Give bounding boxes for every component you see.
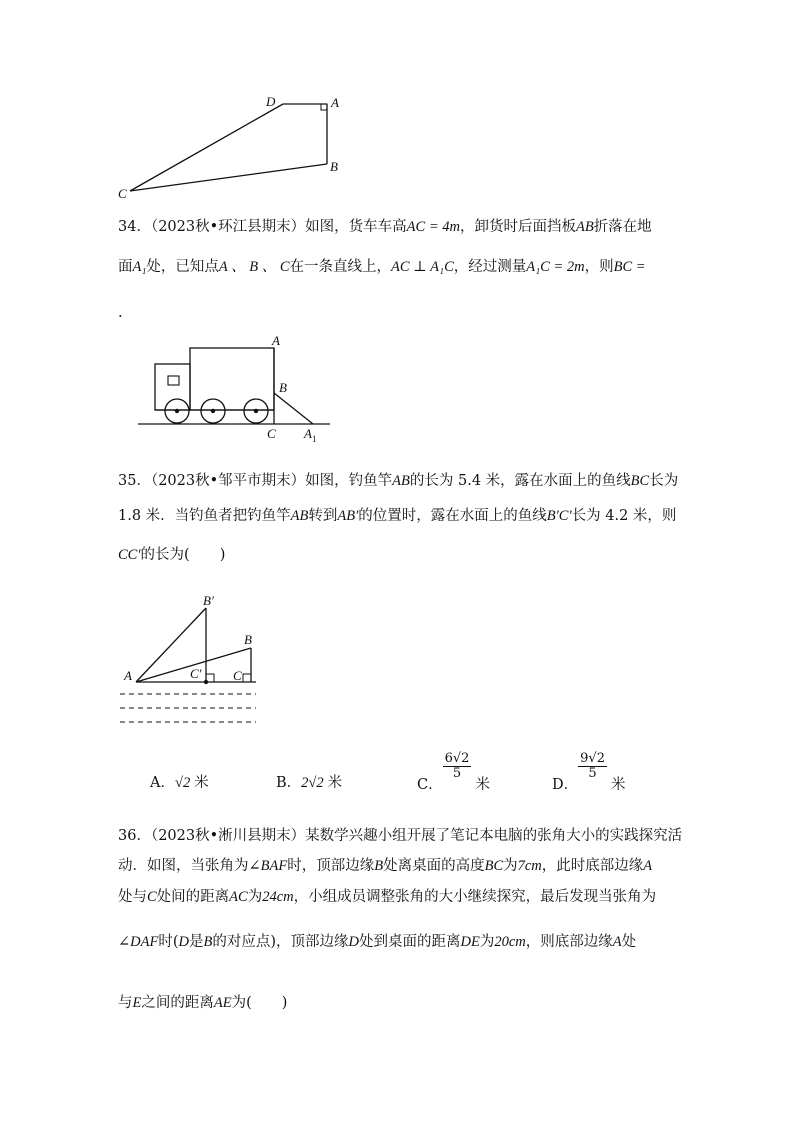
option-a[interactable] [150,771,209,792]
q36-text: 为 [503,858,518,874]
q36-math-ac: AC [229,889,248,905]
q34-text: 在一条直线上， [289,259,392,275]
q36-math-d: D [348,934,360,950]
label-a1: $A_1$ [304,426,317,444]
label-b: B [330,159,338,174]
q35-text: 的长为 [140,547,185,563]
q36-text: 为 [247,889,263,905]
option-b[interactable] [276,771,342,792]
q34-math-ab: AB [575,219,594,235]
q35-number: 35． [118,473,151,489]
q36-text: 之间的距离 [141,995,214,1011]
q36-math-d: D [178,934,189,950]
option-b-value: 2√2 [301,775,324,791]
q34-text: ，则 [584,259,614,275]
q34-text: 折落在地 [593,219,652,235]
q35-source: （2023秋•邹平市期末） [150,473,306,489]
option-a-value: √2 [174,775,191,791]
q34-text: 面 [118,259,133,275]
q36-text: 处离桌面的高度 [383,858,485,874]
option-c-label: C． [417,776,443,793]
label-a: A [272,333,280,348]
q36-source: （2023秋•淅川县期末） [150,828,306,844]
option-d-fraction [578,752,607,782]
answer-paren-close: ) [281,995,288,1011]
q34-text: 处，已知点 [146,259,219,275]
q35-math-bprimecprime: B′C′ [546,508,572,524]
q36-math-24cm: 24cm [262,889,294,905]
q34-math-a1c: A₁C = 2m [526,259,585,275]
q36-line1 [118,824,682,845]
q35-math-bc: BC [630,473,650,489]
q36-text: 时，顶部边缘 [287,858,375,874]
q36-text: 时 [158,934,173,950]
q36-math-b: B [203,934,213,950]
q36-text: 某数学兴趣小组开展了笔记本电脑的张角大小的实践探究活 [305,828,683,844]
label-c: C [118,186,127,201]
q35-text: 的长为 5.4 米，露在水面上的鱼线 [409,473,631,489]
answer-paren-open: ( [246,995,252,1011]
q36-math-7cm: 7cm [517,858,542,874]
q36-math-a: A [612,934,622,950]
q36-line5 [118,991,287,1012]
option-c-fraction [443,752,472,782]
q35-text: 1.8 米．当钓鱼者把钓鱼竿 [118,508,291,524]
point-cprime [204,680,208,684]
label-cprime: C′ [190,666,202,681]
q34-number: 34． [118,219,151,235]
q36-text: 与 [118,995,133,1011]
q36-math-e: E [132,995,142,1011]
option-d-denominator: 5 [588,766,597,782]
q34-text: ，卸货时后面挡板 [459,219,576,235]
label-bprime: B′ [203,593,214,608]
q35-math-ab: AB [290,508,309,524]
q34-math-a1: A₁ [132,259,147,275]
q35-text: 长为 4.2 米，则 [571,508,677,524]
label-d: D [266,94,276,109]
option-b-label: B． [276,775,302,791]
option-c[interactable] [417,751,490,793]
label-c: C [233,668,242,683]
q34-math-ac: AC = 4m [406,219,460,235]
q36-text: ，此时底部边缘 [541,858,644,874]
q36-line2 [118,854,652,875]
q36-math-daf: ∠DAF [118,934,159,950]
q36-line3 [118,885,656,906]
answer-paren-open: ( [184,547,190,563]
q36-text: 处到桌面的距离 [359,934,461,950]
q36-text: 动．如图，当张角为 [118,858,249,874]
q34-text: ，经过测量 [453,259,527,275]
label-b: B [244,632,252,647]
q34-math-perp: AC ⊥ A₁C [391,259,454,275]
q36-text: ，小组成员调整张角的大小继续探究，最后发现当张角为 [293,889,657,905]
q35-text: 如图，钓鱼竿 [305,473,393,489]
label-c: C [267,426,276,441]
label-a: A [124,668,132,683]
q36-math-baf: ∠BAF [248,858,288,874]
q36-text: 为 [479,934,495,950]
q34-math-bc: BC = [613,259,646,275]
option-d-unit: 米 [610,776,626,793]
q36-text: ( [172,934,179,950]
option-d-numerator: 9√2 [580,751,605,766]
q36-math-b: B [374,858,384,874]
q35-text: 的位置时，露在水面上的鱼线 [358,508,547,524]
q35-text: 转到 [308,508,338,524]
q34-text: 如图，货车车高 [305,219,407,235]
q36-math-20cm: 20cm [494,934,526,950]
right-angle-mark-c [243,674,251,682]
q36-number: 36． [118,828,151,844]
q36-text: ，则底部边缘 [525,934,613,950]
q36-text: 处间的距离 [156,889,230,905]
q36-text: 处 [621,934,637,950]
label-a: A [331,95,339,110]
option-a-unit: 米 [194,775,209,791]
q36-text: ，顶部边缘 [276,934,349,950]
q36-text: 的对应点) [212,934,277,950]
q36-text: 处与 [118,889,147,905]
q34-source: （2023秋•环江县期末） [150,219,306,235]
q34-line3: . [118,305,123,321]
option-b-unit: 米 [327,775,343,791]
option-d-label: D． [552,776,579,793]
q36-math-de: DE [460,934,480,950]
q36-text: 是 [189,934,204,950]
q36-math-bc: BC [484,858,504,874]
q35-math-ab: AB [392,473,410,489]
option-c-unit: 米 [475,776,490,793]
option-c-numerator: 6√2 [444,751,470,766]
q36-text: 为 [231,995,247,1011]
option-d[interactable] [552,751,626,793]
q36-math-ae: AE [213,995,232,1011]
q35-math-abprime: AB′ [337,508,359,524]
q35-text: 长为 [649,473,679,489]
q36-math-c: C [147,889,157,905]
q36-math-a: A [643,858,653,874]
q35-math-ccprime: CC′ [118,547,141,563]
q34-math-points: A 、 B 、 C [218,259,290,275]
option-a-label: A． [150,775,175,791]
label-b: B [279,380,287,395]
option-c-denominator: 5 [452,766,462,782]
q36-line4 [118,930,636,951]
answer-paren-close: ) [219,547,226,563]
